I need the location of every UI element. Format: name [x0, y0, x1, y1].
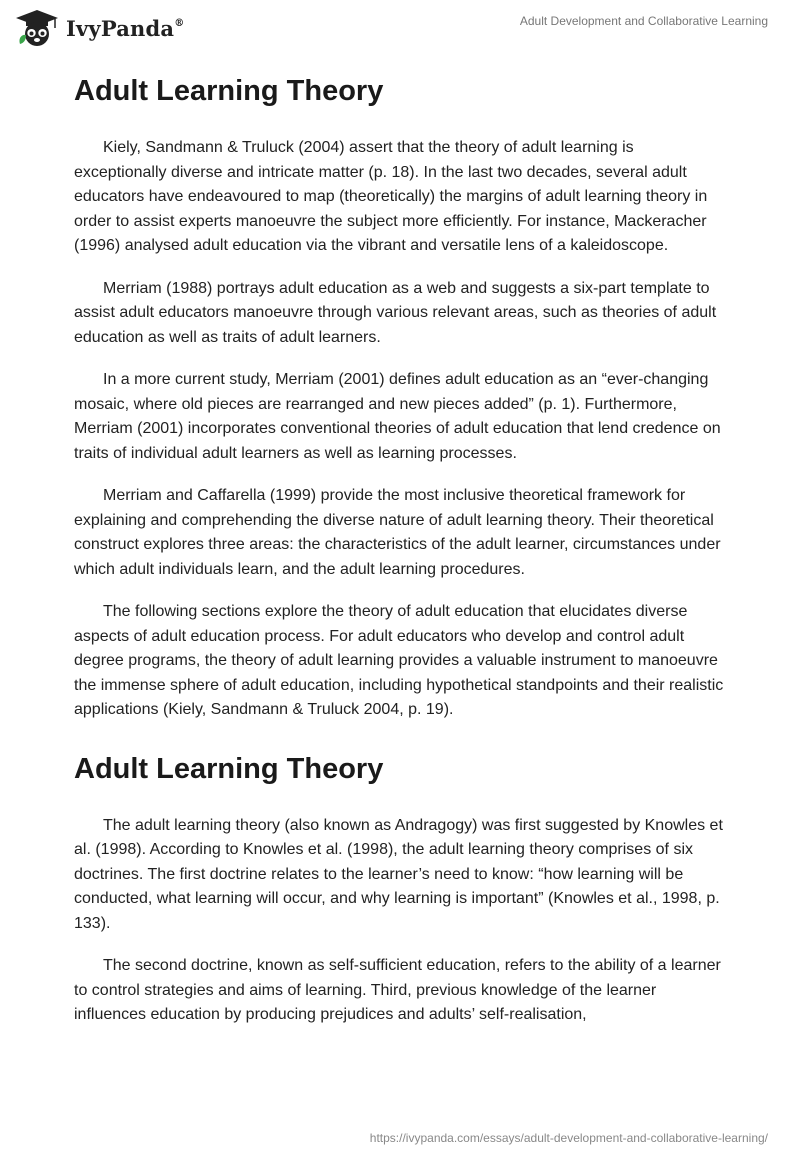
- article-body: [74, 72, 730, 1028]
- paragraph: In a more current study, Merriam (2001) defines adult education as an “ever-changing mosaic, where old pieces are rearranged and new pieces added” (p. 1). Furthermore, Merriam (2001) incorporates conventional theories of adult education that lend credence on traits of individual adult learners as well as learning processes.: [74, 371, 721, 462]
- section-heading: Adult Learning Theory: [74, 75, 384, 107]
- paragraph: Merriam (1988) portrays adult education as a web and suggests a six-part template to assist adult educators manoeuvre through various relevant areas, such as theories of adult education as well as traits of adult learners.: [74, 279, 717, 346]
- section-heading: Adult Learning Theory: [74, 752, 384, 785]
- panda-logo-icon: [14, 8, 60, 48]
- paragraph: Kiely, Sandmann & Truluck (2004) assert that the theory of adult learning is exceptionally diverse and intricate matter (p. 18). In the last two decades, several adult educators have endeavoured to map (theoretically) the margins of adult learning theory in order to assist experts manoeuvre the subject more efficiently. For instance, Mackeracher (1996) analysed adult education via the vibrant and versatile lens of a kaleidoscope.: [74, 139, 708, 254]
- source-url[interactable]: https://ivypanda.com/essays/adult-development-and-collaborative-learning/: [369, 1131, 768, 1145]
- registered-mark: ®: [174, 17, 185, 29]
- brand-name-text: IvyPanda: [66, 15, 175, 41]
- brand-logo[interactable]: [14, 8, 184, 48]
- paragraph: Merriam and Caffarella (1999) provide the most inclusive theoretical framework for explaining and comprehending the diverse nature of adult learning theory. Their theoretical construct explores three areas: the characteristics of the adult learner, circumstances under which adult individuals learn, and the adult learning procedures.: [74, 487, 721, 578]
- brand-name: [66, 16, 184, 41]
- paragraph: The adult learning theory (also known as Andragogy) was first suggested by Knowles et al. (1998). According to Knowles et al. (1998), the adult learning theory comprises of six doctrines. The first doctrine relates to the learner’s need to know: “how learning will be conducted, what learning will occur, and why learning is important” (Knowles et al., 1998, p. 133).: [74, 816, 723, 932]
- paragraph: The following sections explore the theory of adult education that elucidates diverse aspects of adult education process. For adult educators who develop and control adult degree programs, the theory of adult learning provides a valuable instrument to manoeuvre the immense sphere of adult education, including hypothetical standpoints and their realistic applications (Kiely, Sandmann & Truluck 2004, p. 19).: [74, 603, 724, 718]
- page-header: [0, 0, 800, 60]
- paragraph: The second doctrine, known as self-sufficient education, refers to the ability of a learner to control strategies and aims of learning. Third, previous knowledge of the learner influences education by producing prejudices and adults’ self-realisation,: [74, 957, 721, 1023]
- running-title: Adult Development and Collaborative Learning: [519, 14, 768, 28]
